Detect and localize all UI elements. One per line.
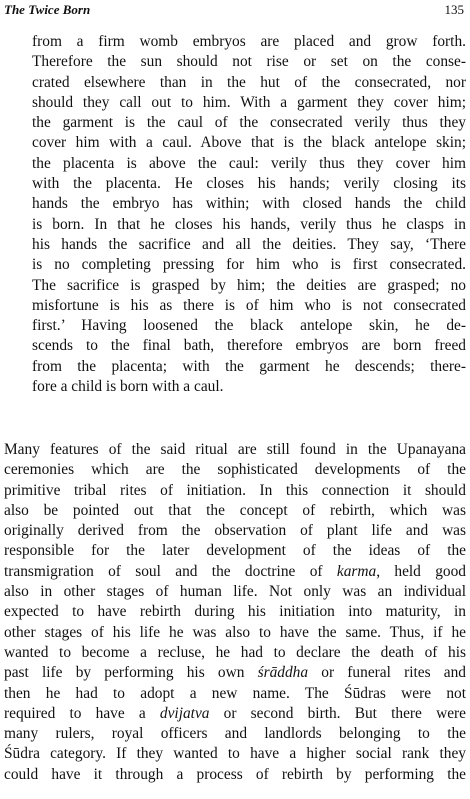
quote-line: the placenta is above the caul: verily thus they cover him (32, 154, 466, 172)
quote-line: crated elsewhere than in the hut of the consecrated, nor (32, 73, 466, 91)
page-number: 135 (444, 2, 464, 17)
body-line: also in other stages of human life. Not only was an individual (4, 583, 466, 601)
quote-line: fore a child is born with a caul. (32, 378, 224, 396)
body-line: then he had to adopt a new name. The Śūdras were not (4, 684, 466, 702)
body-line: expected to have rebirth during his initiation into maturity, in (4, 603, 466, 621)
body-paragraph (4, 440, 466, 785)
quote-line: his hands the sacrifice and all the deities. They say, ‘There (32, 235, 466, 253)
body-line (4, 562, 466, 582)
quote-line: should they call out to him. With a garment they cover him; (32, 93, 466, 111)
body-line: originally derived from the observation of plant life and was (4, 522, 466, 540)
quote-line: is born. In that he closes his hands, verily thus he clasps in (32, 215, 466, 233)
body-line: Śūdra category. If they wanted to have a higher social rank they (4, 745, 466, 763)
running-head (4, 2, 464, 20)
quote-line: from a firm womb embryos are placed and grow forth. (32, 33, 466, 50)
body-line (4, 663, 466, 683)
quote-line: Therefore the sun should not rise or set on the conse- (32, 53, 466, 71)
body-text-run: past life by performing his own (4, 664, 258, 682)
quote-line: cover him with a caul. Above that is the black antelope skin; (32, 134, 466, 152)
quote-line: the garment is the caul of the consecrated verily thus they (32, 114, 466, 132)
block-quotation (32, 32, 466, 397)
body-line: could have it through a process of rebirth by performing the (4, 765, 466, 783)
body-text-run: or second birth. But there were (209, 704, 466, 722)
quote-line: first.’ Having loosened the black antelope skin, he de- (32, 317, 466, 335)
body-text-run: transmigration of soul and the doctrine of (4, 562, 337, 580)
body-line: wanted to become a recluse, he had to declare the death of his (4, 643, 466, 661)
quote-line: misfortune is his as there is of him who is not consecrated (32, 296, 466, 314)
running-title: The Twice Born (4, 2, 91, 17)
italic-term-karma: karma (336, 562, 377, 580)
italic-term-dvijatva: dvijatva (159, 704, 210, 722)
quote-line: hands the embryo has within; with closed hands the child (32, 195, 466, 213)
quote-line: with the placenta. He closes his hands; verily closing its (32, 175, 466, 193)
body-line (4, 704, 466, 724)
quote-line: from the placenta; with the garment he descends; there- (32, 357, 466, 375)
body-text-run: or funeral rites and (308, 664, 467, 682)
quote-line: The sacrifice is grasped by him; the deities are grasped; no (32, 276, 466, 294)
body-line: other stages of his life he was also to have the same. Thus, if he (4, 623, 466, 641)
body-text-run: required to have a (4, 704, 160, 722)
body-line: ceremonies which are the sophisticated developments of the (4, 461, 466, 479)
body-text-run: , held good (376, 562, 466, 580)
body-line: responsible for the later development of the ideas of the (4, 542, 466, 560)
body-line: primitive tribal rites of initiation. In this connection it should (4, 481, 466, 499)
body-line: Many features of the said ritual are still found in the Upanayana (4, 441, 466, 458)
quote-line: scends to the final bath, therefore embryos are born freed (32, 337, 466, 355)
body-line: many rulers, royal officers and landlords belonging to the (4, 725, 466, 743)
quote-line: is no completing pressing for him who is first consecrated. (32, 256, 466, 274)
body-line: also be pointed out that the concept of rebirth, which was (4, 501, 466, 519)
italic-term-sraddha: śrāddha (257, 664, 309, 682)
